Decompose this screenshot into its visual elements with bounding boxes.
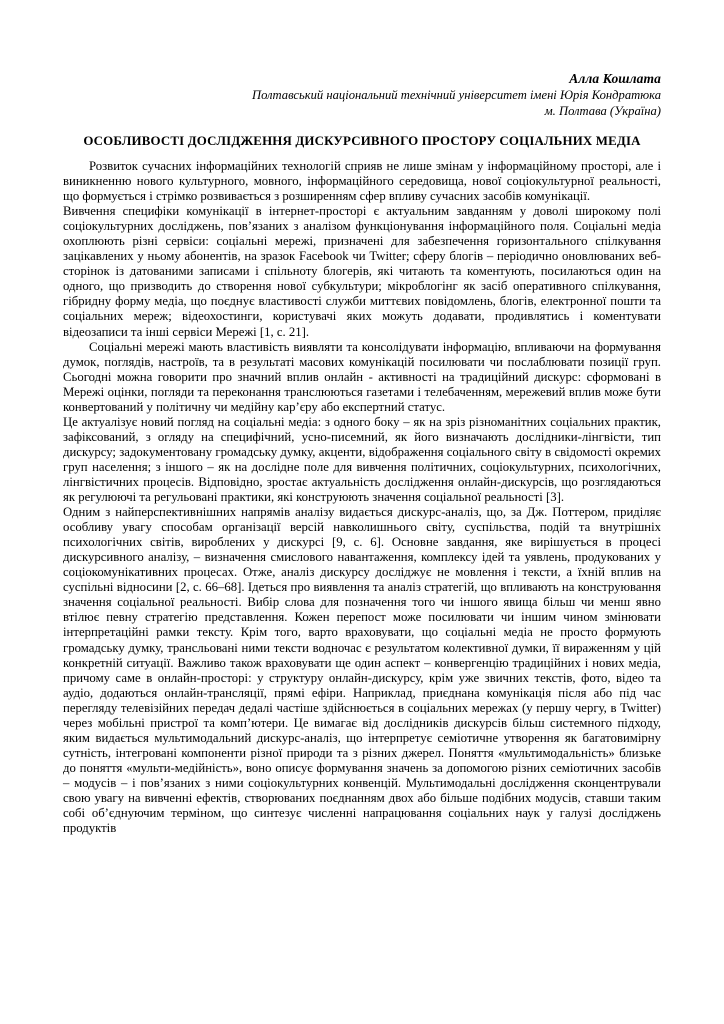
document-body xyxy=(63,159,661,836)
paragraph: Вивчення специфіки комунікації в інтернет-просторі є актуальним завданням у доволі широкому полі соціокультурних досліджень, пов’язаних з аналізом функціонування інформаційного поля. Соціальні медіа охоплюють різні сервіси: соціальні мережі, призначені для забезпечення горизонтального спілкування зацікавлених у ньому абонентів, на зразок Facebook чи Twitter; сферу блогів – періодично оновлюваних веб-сторінок із датованими записами і спільноту блогерів, які читають та коментують, посилаються один на одного, що призводить до створення нової субкультури; мікроблогінг як засіб оперативного спілкування, гібридну форму медіа, що поєднує властивості служби миттєвих повідомлень, блогів, електронної пошти та соціальних мереж; відеохостинги, користувачі яких можуть додавати, продивлятись і коментувати відеозаписи та інші сервіси Мережі [1, с. 21]. xyxy=(63,204,661,339)
paragraph: Соціальні мережі мають властивість виявляти та консолідувати інформацію, впливаючи на формування думок, поглядів, настроїв, та в результаті масових комунікацій посилювати чи послаблювати позиції груп. Сьогодні можна говорити про значний вплив онлайн - активності на традиційний дискурс: сформовані в Мережі оцінки, погляди та переконання транслюються газетами і телебаченням, мережевий вплив може бути конвертований у політичну чи медійну кар’єру або експертний статус. xyxy=(63,339,661,414)
paragraph: Це актуалізує новий погляд на соціальні медіа: з одного боку – як на зріз різноманітних соціальних практик, зафіксований, з огляду на специфічний, усно-писемний, як його визначають дослідники-лінгвісти, тип дискурсу; задокументовану громадську думку, акценти, відображення соціального світу в свідомості окремих груп населення; з іншого – як на дослідне поле для вивчення політичних, соціокультурних, психологічних, лінгвістичних процесів. Відповідно, зростає актуальність дослідження онлайн-дискурсів, що розглядаються як регулюючі та регульовані практики, які конструюють значення соціальної реальності [3]. xyxy=(63,414,661,505)
paragraph: Розвиток сучасних інформаційних технологій сприяв не лише змінам у інформаційному просторі, але і виникненню нового культурного, мовного, інформаційного середовища, нової соціокультурної реальності, що формується і стрімко розвивається з розширенням сфер впливу сучасних засобів комунікації. xyxy=(63,159,661,204)
author-block xyxy=(63,71,661,119)
author-city: м. Полтава (Україна) xyxy=(544,104,661,118)
author-name: Алла Кошлата xyxy=(569,71,661,86)
page-title: ОСОБЛИВОСТІ ДОСЛІДЖЕННЯ ДИСКУРСИВНОГО ПРОСТОРУ СОЦІАЛЬНИХ МЕДІА xyxy=(83,134,641,148)
paragraph: Одним з найперспективнішних напрямів аналізу видається дискурс-аналіз, що, за Дж. Поттером, приділяє особливу увагу способам організації версій навколишнього світу, суспільства, подій та внутрішніх психологічних світів, вироблених у дискурсі [9, с. 6]. Основне завдання, яке вирішується в процесі дискурсивного аналізу, – визначення смислового навантаження, комплексу ідей та уявлень, продукованих у соціокомунікативних процесах. Отже, аналіз дискурсу досліджує не мовлення і тексти, а їхній вплив на суспільні відносини [2, с. 66–68]. Ідеться про виявлення та аналіз стратегій, що впливають на конструювання значення соціальної реальності. Вибір слова для позначення того чи іншого явища більш чи менш явно втілює певну стратегію представлення. Кожен перепост може посилювати чи іншим чином змінювати інтерпретаційні рамки тексту. Крім того, варто враховувати, що соціальні медіа не просто формують громадську думку, трансльовані ними тексти водночас є результатом колективної думки, її вираженням у цій конкретній ситуації. Важливо також враховувати ще один аспект – конвергенцію традиційних і нових медіа, причому саме в онлайн-просторі: у структуру онлайн-дискурсу, крім уже звичних текстів, фото, відео та аудіо, додаються онлайн-трансляції, прямі ефіри. Наприклад, приєднана комунікація після або під час перегляду телевізійних передач дедалі частіше здійснюється в соціальних мережах (у першу чергу, в Twitter) через мобільні пристрої та комп’ютери. Це вимагає від дослідників дискурсів більш системного підходу, яким видається мультимодальний дискурс-аналіз, що інтерпретує семіотичне утворення як багатовимірну сутність, інтегровані компоненти різної природи та з різних джерел. Поняття «мультимодальність» близьке до поняття «мульти-медійність», воно описує формування значень за допомогою різних семіотичних засобів – модусів – і пов’язаних з ними соціокультурних конвенцій. Мультимодальні дослідження сконцентрували свою увагу на вивченні ефектів, створюваних поєднанням двох або більше подібних модусів, ставши таким собі об’єднуючим терміном, що синтезує численні напрацювання соціальних наук у галузі досліджень продуктів xyxy=(63,505,661,836)
author-affiliation: Полтавський національний технічний університет імені Юрія Кондратюка xyxy=(251,88,661,102)
